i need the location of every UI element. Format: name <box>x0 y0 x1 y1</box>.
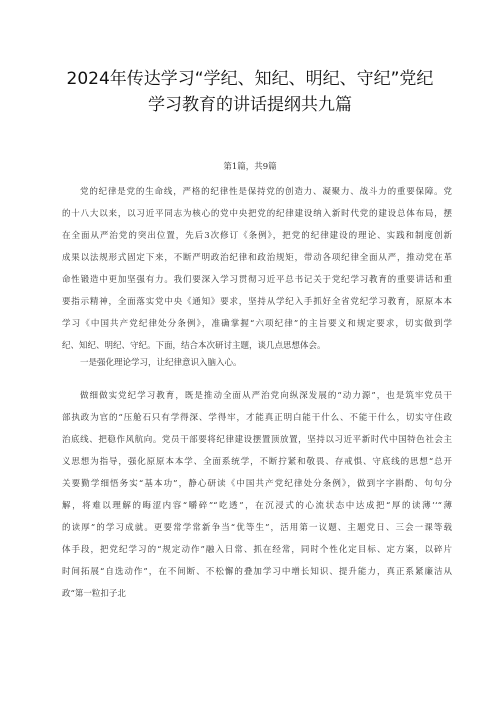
text-line: 义思想为指导，强化原原本本学、全面系统学，不断拧紧和敬畏、存戒惧、守底线的思想“总开 <box>62 457 452 467</box>
text-line: 要指示精神，全面落实党中央《通知》要求，坚持从学纪入手抓好全省党纪学习教育，原原本本 <box>62 297 452 307</box>
text-line: 关要勤学细悟务实“基本功”，静心研读《中国共产党纪律处分条例》，做到字字斟酌、句句分 <box>62 479 452 489</box>
title-line: 学习教育的讲话提纲共九篇 <box>148 95 352 115</box>
text-line: 做细做实党纪学习教育，既是推动全面从严治党向纵深发展的“动力源”，也是筑牢党员干 <box>80 391 452 401</box>
document-title <box>40 66 460 118</box>
text-line: 的十八大以来，以习近平同志为核心的党中央把党的纪律建设纳入新时代党的建设总体布局，摆 <box>62 209 452 219</box>
text-line: 成果以法规形式固定下来，不断严明政治纪律和政治规矩，带动各项纪律全面从严，推动党在革 <box>62 253 452 263</box>
text-line: 的读厚”的学习成就。更要常学常新争当“优等生”，活用第一议题、主题党日、三会一课等载 <box>62 523 452 533</box>
paragraph-intro <box>62 181 452 357</box>
text-line: 一是强化理论学习，让纪律意识入脑入心。 <box>80 358 242 368</box>
title-line: 2024年传达学习“学纪、知纪、明纪、守纪”党纪 <box>66 69 434 89</box>
text-line: 党的纪律是党的生命线，严格的纪律性是保持党的创造力、凝聚力、战斗力的重要保障。党 <box>80 187 452 197</box>
text-line: 部执政为官的“压舱石只有学得深、学得牢，才能真正明白能干什么、不能干什么，切实守住政 <box>62 413 452 423</box>
text-line: 学习《中国共产党纪律处分条例》，准确掌握“六项纪律”的主旨要义和规定要求，切实做到学 <box>62 319 452 329</box>
text-line: 命性锻造中更加坚强有力。我们要深入学习贯彻习近平总书记关于党纪学习教育的重要讲话和重 <box>62 275 452 285</box>
text-line: 治底线、把稳作风航向。党员干部要将纪律建设摆置顶放置，坚持以习近平新时代中国特色社会主 <box>62 435 452 445</box>
text-line: 解，将难以理解的晦涩内容“嚼碎”“吃透”，在沉浸式的心流状态中达成把“厚的读薄’‘“薄 <box>62 501 452 511</box>
text-line: 政“第一粒扣子北 <box>62 589 126 599</box>
text-line: 在全面从严治党的突出位置，先后3次修订《条例》，把党的纪律建设的理论、实践和制度创新 <box>62 231 452 241</box>
section-counter: 第1篇，共9篇 <box>223 162 277 172</box>
paragraph-body <box>62 385 452 605</box>
text-line: 体手段，把党纪学习的“规定动作”融入日常、抓在经常，同时个性化定目标、定方案，以碎片 <box>62 545 452 555</box>
section-heading <box>62 352 452 374</box>
text-line: 时间拓展“自选动作”，在不间断、不松懈的叠加学习中增长知识、提升能力，真正系紧廉洁从 <box>62 567 452 577</box>
text-line: 纪、知纪、明纪、守纪。下面，结合本次研讨主题，谈几点思想体会。 <box>62 341 326 351</box>
